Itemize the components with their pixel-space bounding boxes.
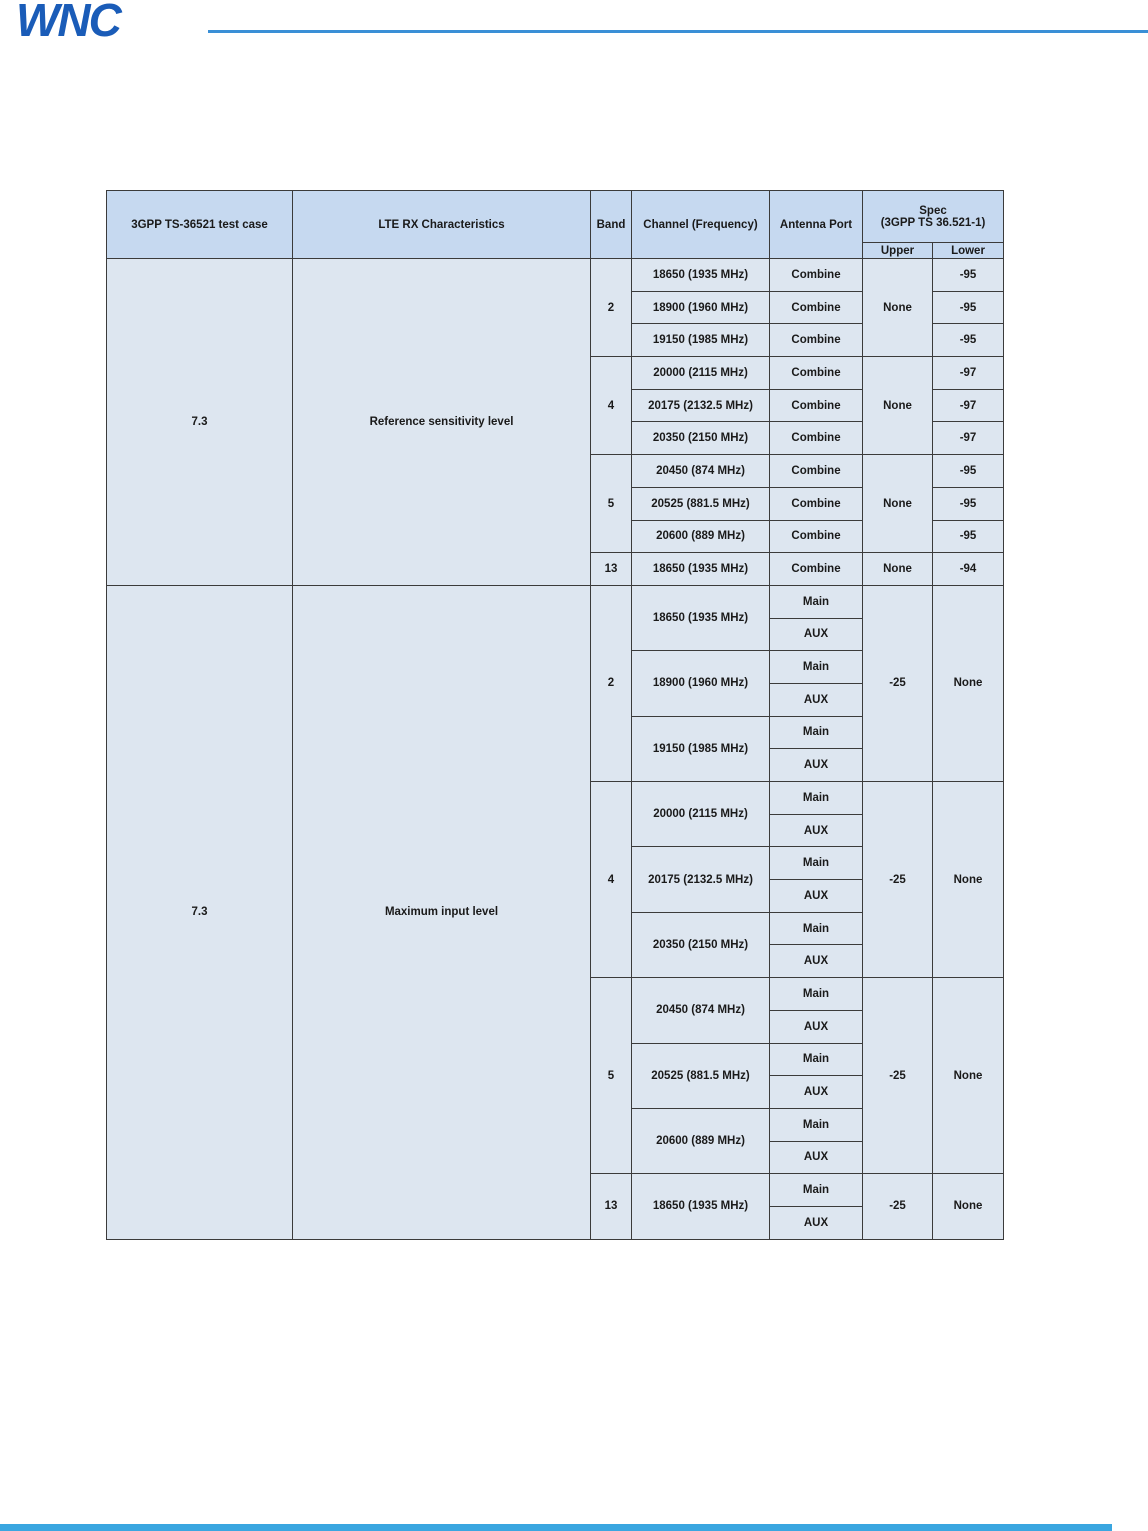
antenna-port-cell: Main: [770, 782, 863, 815]
spec-lower-cell: None: [933, 585, 1004, 781]
antenna-port-cell: Main: [770, 1043, 863, 1076]
spec-lower-cell: -95: [933, 259, 1004, 292]
spec-lower-cell: -95: [933, 520, 1004, 553]
band-cell: 4: [591, 357, 632, 455]
band-cell: 13: [591, 1174, 632, 1239]
antenna-port-cell: Combine: [770, 422, 863, 455]
antenna-port-cell: AUX: [770, 749, 863, 782]
header-spec-line1: Spec: [919, 204, 947, 217]
spec-upper-cell: None: [863, 553, 933, 586]
channel-cell: 19150 (1985 MHz): [632, 716, 770, 781]
channel-cell: 20000 (2115 MHz): [632, 782, 770, 847]
header-divider: [208, 30, 1148, 33]
channel-cell: 18650 (1935 MHz): [632, 1174, 770, 1239]
spec-upper-cell: None: [863, 455, 933, 553]
antenna-port-cell: Combine: [770, 259, 863, 292]
channel-cell: 18650 (1935 MHz): [632, 259, 770, 292]
channel-cell: 20175 (2132.5 MHz): [632, 847, 770, 912]
channel-cell: 20525 (881.5 MHz): [632, 487, 770, 520]
test-case-cell: 7.3: [107, 585, 293, 1239]
band-cell: 4: [591, 782, 632, 978]
antenna-port-cell: Main: [770, 978, 863, 1011]
channel-cell: 20350 (2150 MHz): [632, 912, 770, 977]
spec-lower-cell: None: [933, 1174, 1004, 1239]
antenna-port-cell: AUX: [770, 1141, 863, 1174]
channel-cell: 20525 (881.5 MHz): [632, 1043, 770, 1108]
header-antenna-port: Antenna Port: [770, 191, 863, 259]
antenna-port-cell: Main: [770, 585, 863, 618]
footer-divider: [0, 1524, 1112, 1531]
rx-characteristics-table: [106, 190, 1003, 1240]
antenna-port-cell: AUX: [770, 814, 863, 847]
wnc-logo: [14, 0, 194, 40]
channel-cell: 20450 (874 MHz): [632, 978, 770, 1043]
spec-upper-cell: -25: [863, 585, 933, 781]
channel-cell: 20600 (889 MHz): [632, 520, 770, 553]
antenna-port-cell: AUX: [770, 945, 863, 978]
header-band: Band: [591, 191, 632, 259]
antenna-port-cell: Main: [770, 1108, 863, 1141]
header-lower: Lower: [933, 243, 1004, 259]
spec-lower-cell: -95: [933, 455, 1004, 488]
spec-upper-cell: None: [863, 259, 933, 357]
band-cell: 13: [591, 553, 632, 586]
header-spec: [863, 191, 1004, 243]
antenna-port-cell: Combine: [770, 520, 863, 553]
header-channel: Channel (Frequency): [632, 207, 770, 243]
spec-lower-cell: -94: [933, 553, 1004, 586]
band-cell: 2: [591, 585, 632, 781]
antenna-port-cell: Combine: [770, 455, 863, 488]
antenna-port-cell: AUX: [770, 683, 863, 716]
antenna-port-cell: Combine: [770, 487, 863, 520]
channel-cell: 20450 (874 MHz): [632, 455, 770, 488]
spec-lower-cell: None: [933, 978, 1004, 1174]
channel-cell: 18650 (1935 MHz): [632, 585, 770, 650]
antenna-port-cell: Main: [770, 912, 863, 945]
spec-lower-cell: -97: [933, 357, 1004, 390]
antenna-port-cell: AUX: [770, 1010, 863, 1043]
channel-cell: 18900 (1960 MHz): [632, 651, 770, 716]
channel-cell: 20600 (889 MHz): [632, 1108, 770, 1173]
antenna-port-cell: Combine: [770, 357, 863, 390]
spec-upper-cell: -25: [863, 1174, 933, 1239]
channel-cell: 19150 (1985 MHz): [632, 324, 770, 357]
characteristic-cell: Reference sensitivity level: [293, 259, 591, 586]
antenna-port-cell: AUX: [770, 618, 863, 651]
band-cell: 5: [591, 455, 632, 553]
spec-lower-cell: -97: [933, 422, 1004, 455]
antenna-port-cell: AUX: [770, 1206, 863, 1239]
antenna-port-cell: Main: [770, 716, 863, 749]
header-channel-top: [632, 191, 770, 207]
channel-cell: 18900 (1960 MHz): [632, 291, 770, 324]
spec-lower-cell: -95: [933, 324, 1004, 357]
antenna-port-cell: Main: [770, 1174, 863, 1207]
antenna-port-cell: Combine: [770, 324, 863, 357]
antenna-port-cell: Main: [770, 651, 863, 684]
spec-lower-cell: -97: [933, 389, 1004, 422]
antenna-port-cell: AUX: [770, 1076, 863, 1109]
spec-upper-cell: -25: [863, 978, 933, 1174]
table-row: [107, 259, 1004, 292]
svg-text:WNC: WNC: [16, 0, 120, 40]
table-row: [107, 585, 1004, 618]
spec-lower-cell: -95: [933, 291, 1004, 324]
antenna-port-cell: Combine: [770, 291, 863, 324]
spec-upper-cell: None: [863, 357, 933, 455]
band-cell: 2: [591, 259, 632, 357]
header-characteristics: LTE RX Characteristics: [293, 191, 591, 259]
spec-lower-cell: None: [933, 782, 1004, 978]
antenna-port-cell: Combine: [770, 553, 863, 586]
characteristic-cell: Maximum input level: [293, 585, 591, 1239]
header-upper: Upper: [863, 243, 933, 259]
antenna-port-cell: AUX: [770, 880, 863, 913]
header-spec-line2: (3GPP TS 36.521-1): [880, 216, 986, 229]
spec-upper-cell: -25: [863, 782, 933, 978]
header-test-case: 3GPP TS-36521 test case: [107, 191, 293, 259]
spec-lower-cell: -95: [933, 487, 1004, 520]
test-case-cell: 7.3: [107, 259, 293, 586]
channel-cell: 18650 (1935 MHz): [632, 553, 770, 586]
channel-cell: 20175 (2132.5 MHz): [632, 389, 770, 422]
header-channel-bottom: [632, 243, 770, 259]
antenna-port-cell: Main: [770, 847, 863, 880]
antenna-port-cell: Combine: [770, 389, 863, 422]
channel-cell: 20000 (2115 MHz): [632, 357, 770, 390]
channel-cell: 20350 (2150 MHz): [632, 422, 770, 455]
band-cell: 5: [591, 978, 632, 1174]
